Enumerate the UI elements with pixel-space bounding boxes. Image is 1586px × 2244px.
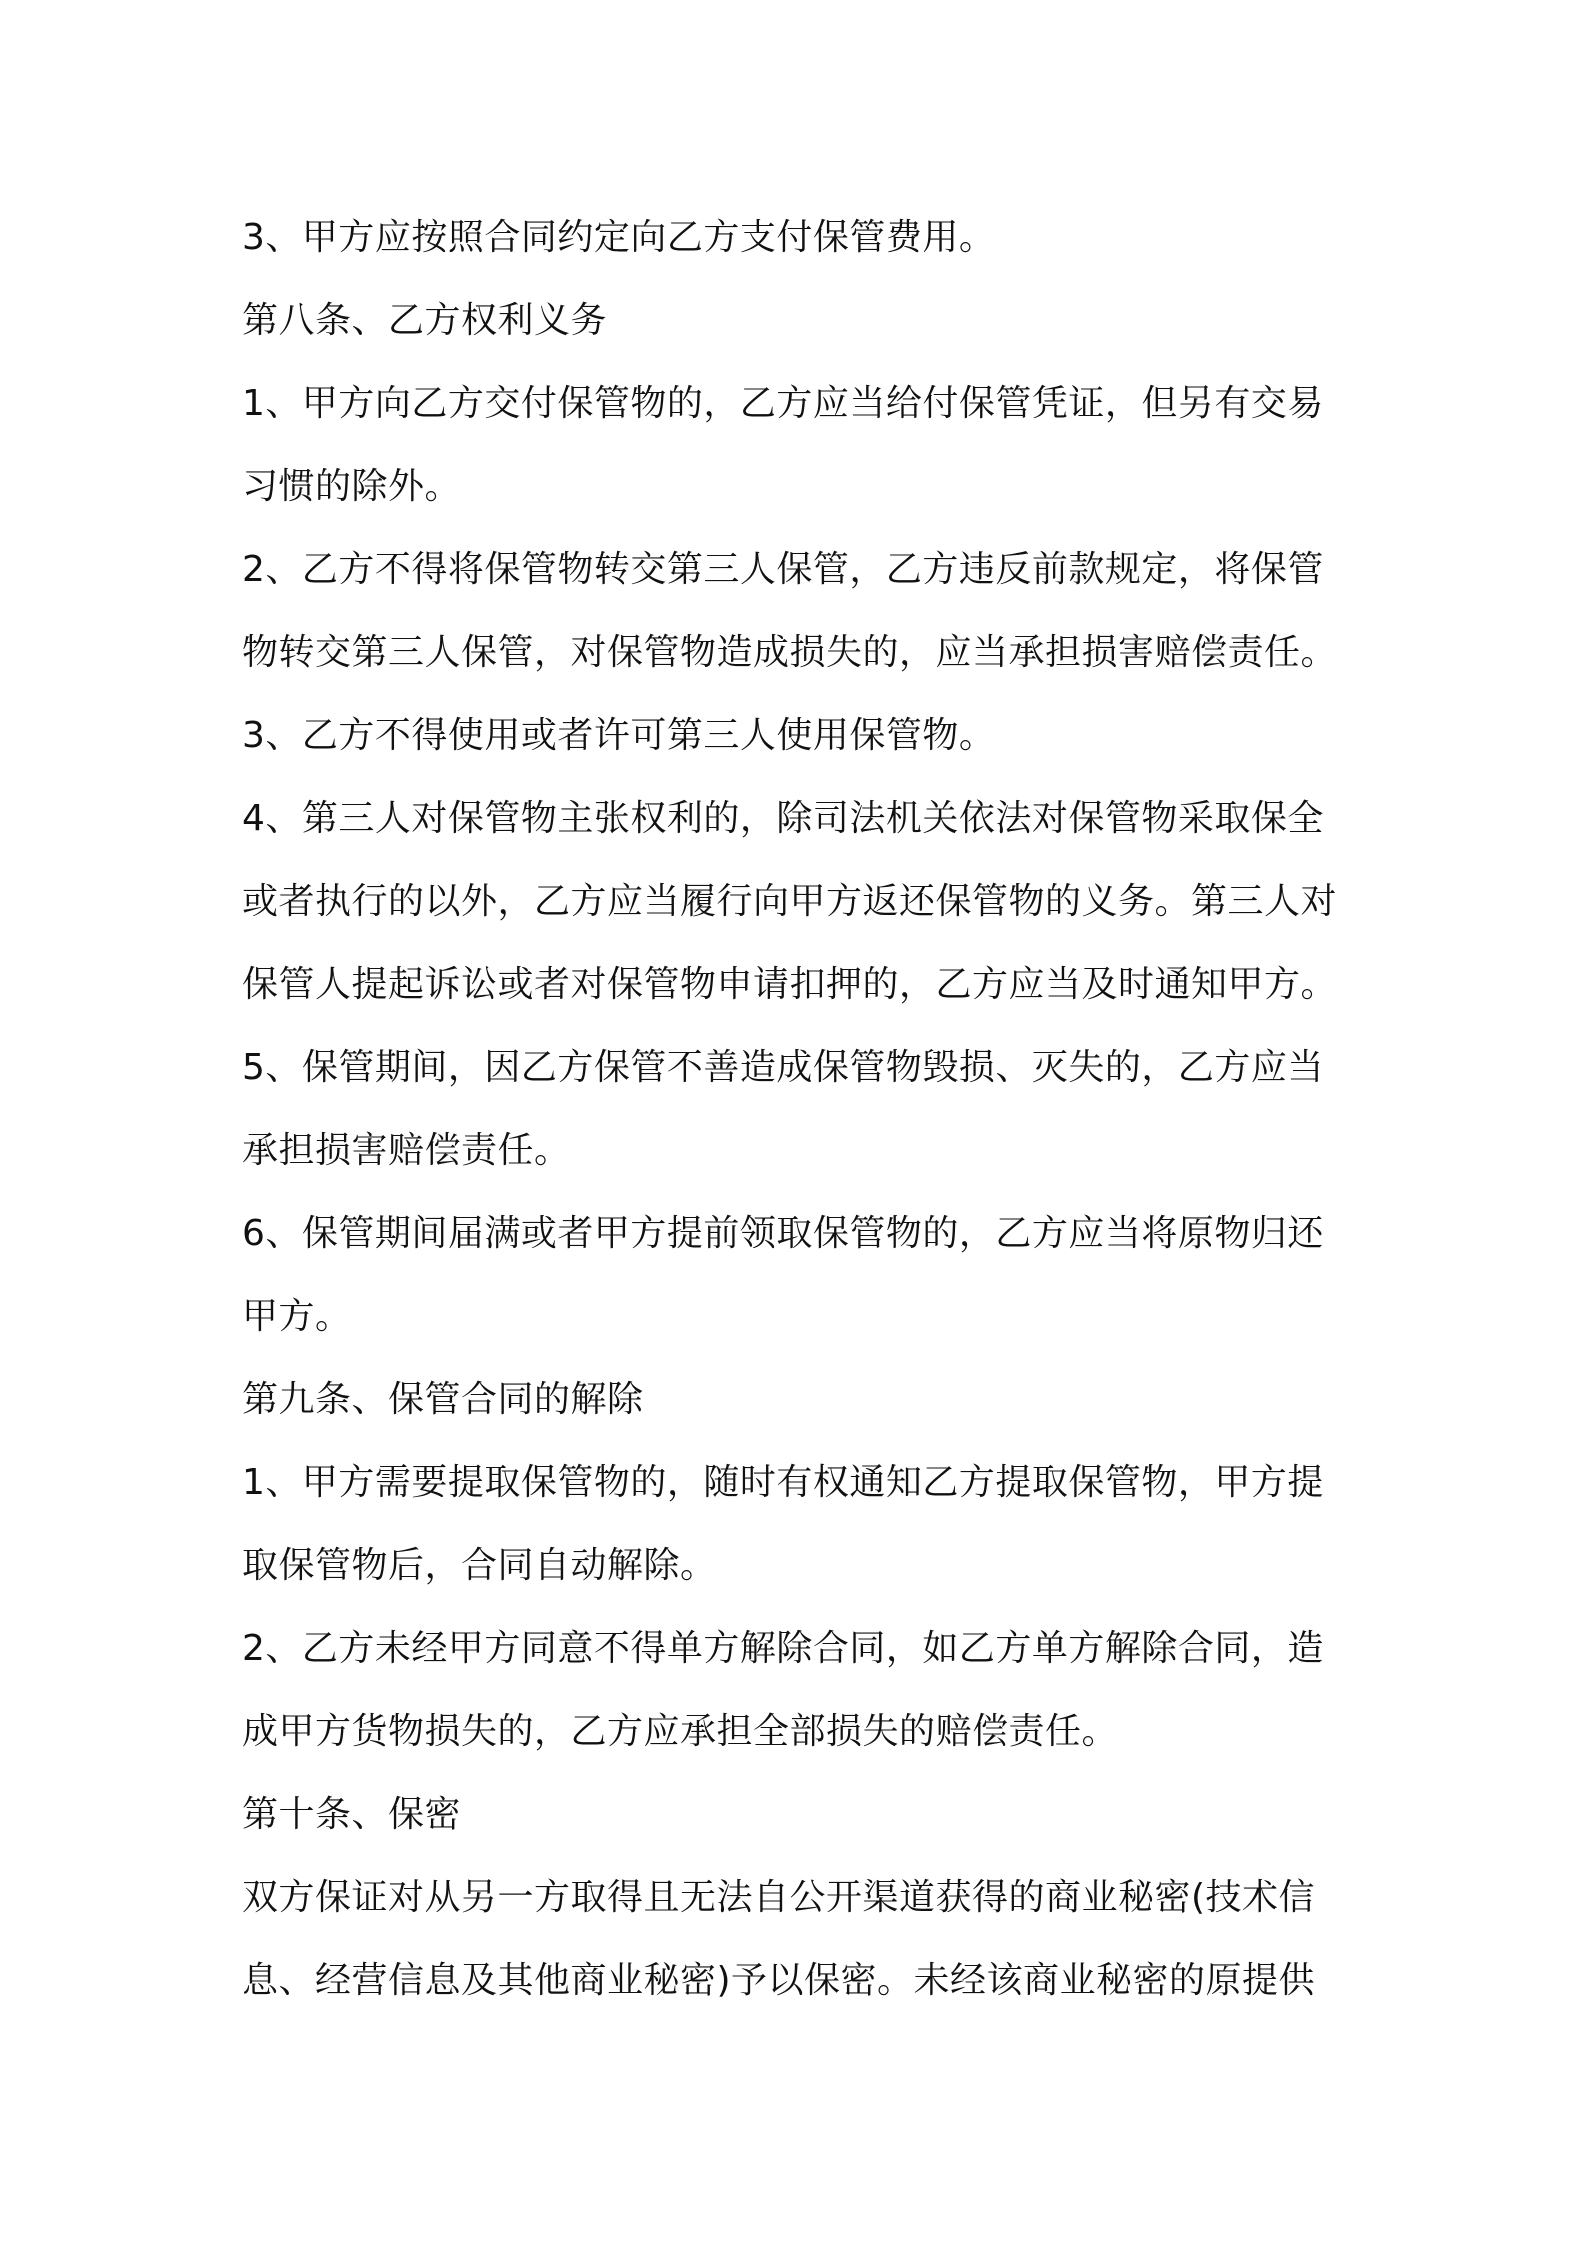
text-line: 习惯的除外。 — [242, 466, 462, 507]
text-line: 3、甲方应按照合同约定向乙方支付保管费用。 — [242, 217, 996, 258]
section-heading: 第八条、乙方权利义务 — [242, 300, 608, 341]
text-line: 1、甲方需要提取保管物的，随时有权通知乙方提取保管物，甲方提 — [242, 1462, 1324, 1503]
text-line: 成甲方货物损失的，乙方应承担全部损失的赔偿责任。 — [242, 1711, 1119, 1752]
text-line: 2、乙方不得将保管物转交第三人保管，乙方违反前款规定，将保管 — [242, 549, 1324, 590]
text-line: 双方保证对从另一方取得且无法自公开渠道获得的商业秘密(技术信 — [242, 1877, 1316, 1918]
text-line: 承担损害赔偿责任。 — [242, 1130, 571, 1171]
text-line: 保管人提起诉讼或者对保管物申请扣押的，乙方应当及时通知甲方。 — [242, 964, 1338, 1005]
section-heading: 第九条、保管合同的解除 — [242, 1379, 644, 1420]
text-line: 5、保管期间，因乙方保管不善造成保管物毁损、灭失的，乙方应当 — [242, 1047, 1324, 1088]
text-line: 或者执行的以外，乙方应当履行向甲方返还保管物的义务。第三人对 — [242, 881, 1338, 922]
text-line: 4、第三人对保管物主张权利的，除司法机关依法对保管物采取保全 — [242, 798, 1324, 839]
text-line: 物转交第三人保管，对保管物造成损失的，应当承担损害赔偿责任。 — [242, 632, 1338, 673]
text-line: 2、乙方未经甲方同意不得单方解除合同，如乙方单方解除合同，造 — [242, 1628, 1324, 1669]
text-line: 3、乙方不得使用或者许可第三人使用保管物。 — [242, 715, 996, 756]
document-body — [242, 196, 1358, 2022]
text-line: 6、保管期间届满或者甲方提前领取保管物的，乙方应当将原物归还 — [242, 1213, 1324, 1254]
text-line: 1、甲方向乙方交付保管物的，乙方应当给付保管凭证，但另有交易 — [242, 383, 1324, 424]
text-line: 甲方。 — [242, 1296, 352, 1337]
text-line: 取保管物后，合同自动解除。 — [242, 1545, 717, 1586]
text-line: 息、经营信息及其他商业秘密)予以保密。未经该商业秘密的原提供 — [242, 1960, 1316, 2001]
section-heading: 第十条、保密 — [242, 1794, 462, 1835]
